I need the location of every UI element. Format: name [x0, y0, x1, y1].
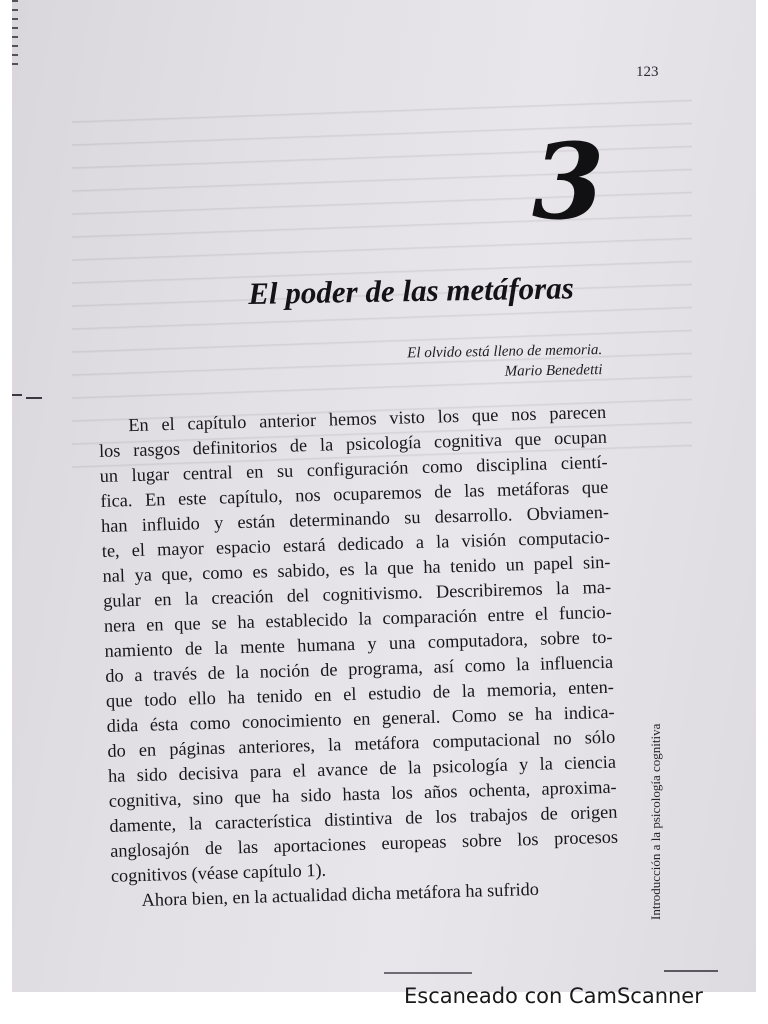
body-line: namiento de la mente humana y una computadora, sobre to- [104, 626, 613, 661]
body-line: fica. En este capítulo, nos ocuparemos de las metáforas que [100, 476, 609, 511]
body-line: gular en la creación del cognitivismo. Describiremos la ma- [102, 576, 612, 611]
body-line: un lugar central en su configuración como disciplina cientí- [99, 451, 608, 486]
body-line: Ahora bien, en la actualidad dicha metáfora ha sufrido [141, 878, 540, 910]
body-line: cognitivos (véase capítulo 1). [110, 859, 327, 886]
body-line: te, el mayor espacio estará dedicado a la visión computacio- [101, 526, 610, 561]
chapter-title: El poder de las metáforas [248, 270, 575, 311]
chapter-number: 3 [532, 120, 605, 243]
footer-rule [384, 972, 472, 974]
running-head: Introducción a la psicología cognitiva [648, 723, 663, 920]
body-line: En el capítulo anterior hemos visto los que nos parecen [128, 401, 607, 436]
margin-mark [26, 397, 42, 399]
body-line: los rasgos definitorios de la psicología cognitiva que ocupan [98, 426, 608, 461]
body-line: do a través de la noción de programa, así como la influencia [105, 651, 614, 686]
book-page [12, 0, 756, 992]
margin-mark [12, 394, 22, 396]
footer-rule [664, 970, 718, 972]
body-text [98, 400, 620, 914]
body-line: anglosajón de las aportaciones europeas sobre los procesos [109, 826, 619, 861]
body-line: que todo ello ha tenido en el estudio de la memoria, enten- [105, 676, 615, 711]
body-line: han influido y están determinando su desarrollo. Obviamen- [100, 501, 610, 536]
body-line: dida ésta como conocimiento en general. Como se ha indica- [106, 701, 615, 736]
epigraph [312, 340, 603, 385]
body-line: damente, la característica distintiva de los trabajos de origen [109, 801, 618, 836]
body-line: do en páginas anteriores, la metáfora computacional no sólo [107, 726, 616, 761]
page-number: 123 [636, 64, 659, 80]
scanner-watermark: Escaneado con CamScanner [404, 984, 703, 1008]
body-line: nal ya que, como es sabido, es la que ha tenido un papel sin- [102, 551, 611, 586]
body-line: nera en que se ha establecido la comparación entre el funcio- [103, 601, 613, 636]
body-line: ha sido decisiva para el avance de la psicología y la ciencia [107, 751, 617, 786]
epigraph-author: Mario Benedetti [504, 361, 603, 380]
scan-edge-mark [12, 0, 18, 70]
body-line: cognitiva, sino que ha sido hasta los años ochenta, aproxima- [108, 776, 617, 811]
epigraph-quote: El olvido está lleno de memoria. [407, 341, 603, 362]
